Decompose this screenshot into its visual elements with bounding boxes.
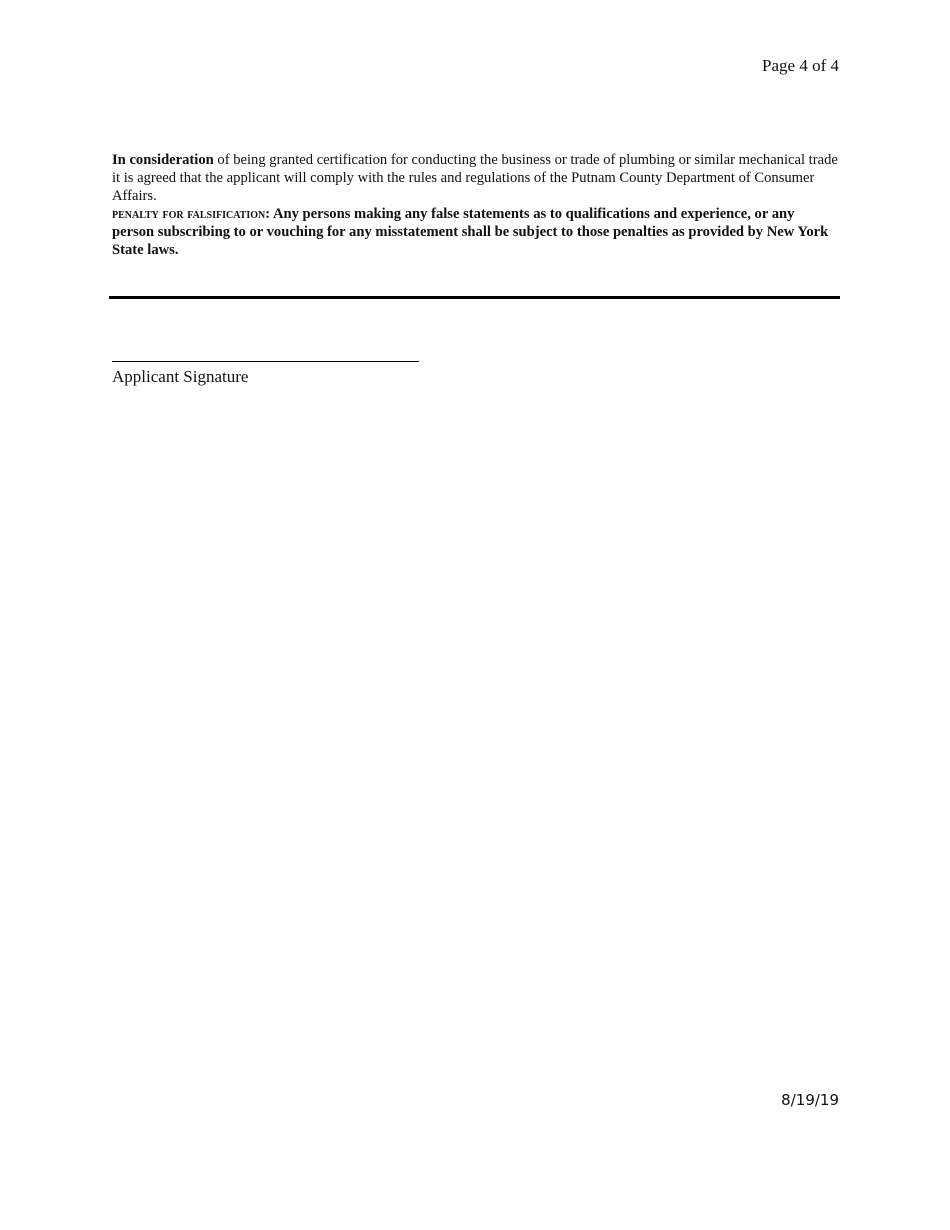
agreement-section [112, 151, 840, 259]
agreement-paragraph [112, 151, 840, 205]
section-divider [109, 296, 840, 299]
agreement-text: of being granted certification for conducting the business or trade of plumbing or similar mechanical trade it is agreed that the applicant will comply with the rules and regulations of the Putnam County Department of Consumer Affairs. [112, 152, 838, 204]
signature-line [112, 361, 419, 362]
penalty-paragraph [112, 205, 840, 259]
agreement-lead: In consideration [112, 152, 214, 168]
penalty-text: : Any persons making any false statements as to qualifications and experience, or any person subscribing to or vouching for any misstatement shall be subject to those penalties as provided by New York State laws. [112, 206, 829, 258]
footer-date: 8/19/19 [781, 1091, 839, 1109]
penalty-heading: penalty for falsification [112, 206, 266, 222]
page-number: Page 4 of 4 [762, 56, 839, 75]
signature-label: Applicant Signature [112, 367, 249, 386]
